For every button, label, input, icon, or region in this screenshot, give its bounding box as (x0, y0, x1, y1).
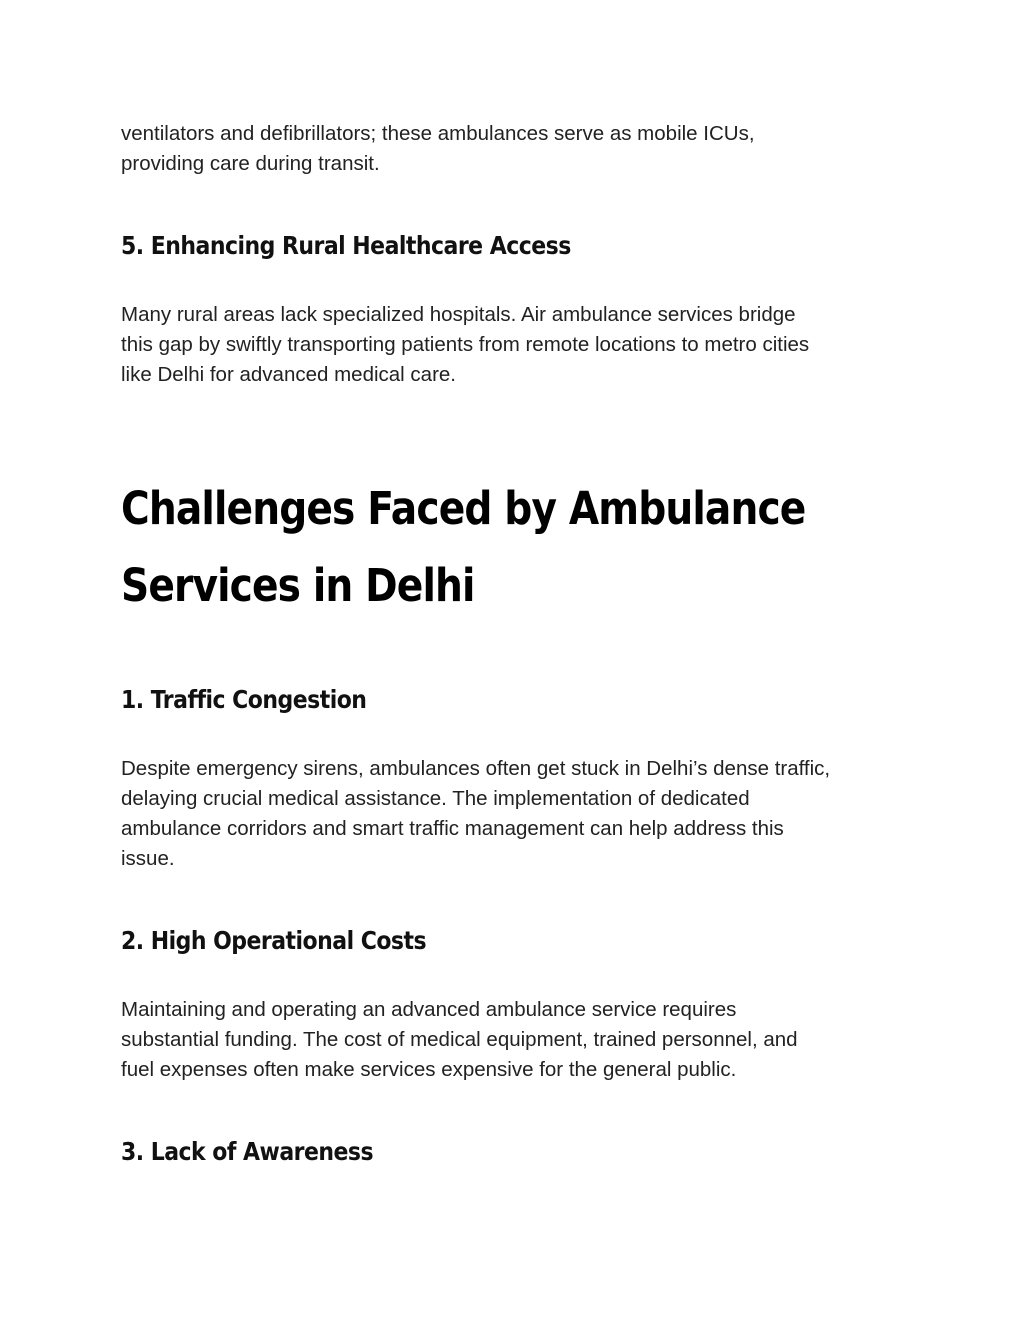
rural-access-paragraph (121, 300, 921, 390)
text-line: fuel expenses often make services expensive for the general public. (121, 1058, 737, 1081)
traffic-congestion-paragraph (121, 754, 921, 874)
text-line: like Delhi for advanced medical care. (121, 363, 456, 386)
heading-line: Challenges Faced by Ambulance (121, 482, 806, 535)
traffic-congestion-heading: 1. Traffic Congestion (121, 685, 367, 714)
rural-access-heading: 5. Enhancing Rural Healthcare Access (121, 231, 571, 260)
text-line: ventilators and defibrillators; these ambulances serve as mobile ICUs, (121, 122, 755, 145)
heading-line: Services in Delhi (121, 559, 475, 612)
text-line: Despite emergency sirens, ambulances often get stuck in Delhi’s dense traffic, (121, 757, 831, 780)
text-line: substantial funding. The cost of medical equipment, trained personnel, and (121, 1028, 798, 1051)
lack-of-awareness-heading: 3. Lack of Awareness (121, 1137, 374, 1166)
text-line: issue. (121, 847, 175, 870)
text-line: providing care during transit. (121, 152, 380, 175)
text-line: Maintaining and operating an advanced ambulance service requires (121, 998, 737, 1021)
operational-costs-paragraph (121, 995, 921, 1085)
operational-costs-heading: 2. High Operational Costs (121, 926, 427, 955)
challenges-main-heading (121, 470, 805, 624)
text-line: this gap by swiftly transporting patients from remote locations to metro cities (121, 333, 810, 356)
text-line: Many rural areas lack specialized hospitals. Air ambulance services bridge (121, 303, 796, 326)
text-line: delaying crucial medical assistance. The implementation of dedicated (121, 787, 750, 810)
text-line: ambulance corridors and smart traffic management can help address this (121, 817, 784, 840)
intro-paragraph (121, 119, 921, 179)
